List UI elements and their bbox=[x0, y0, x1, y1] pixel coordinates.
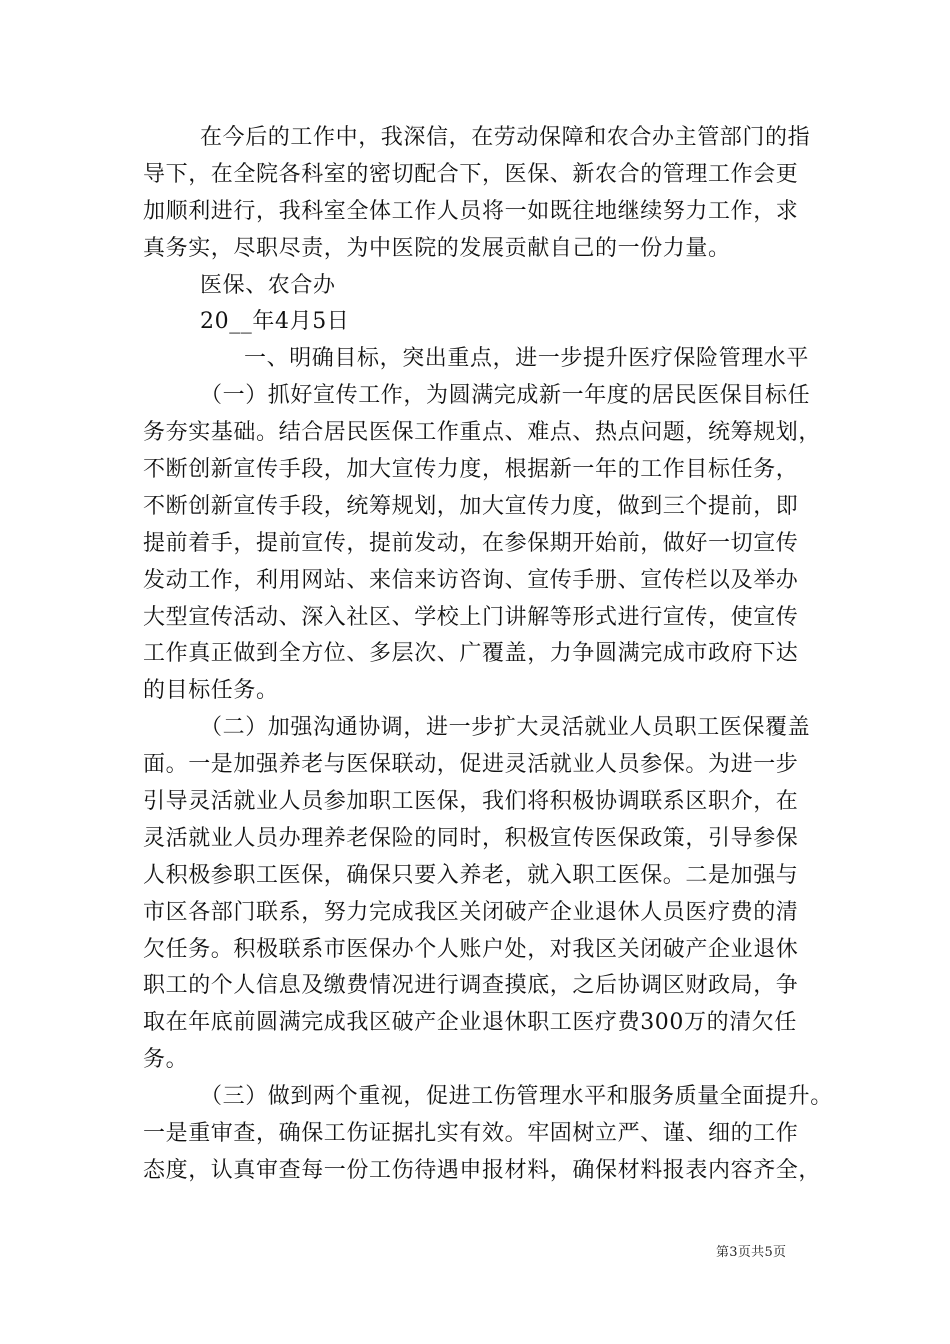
paragraph-line: 导下，在全院各科室的密切配合下，医保、新农合的管理工作会更 bbox=[143, 161, 799, 187]
page-number: 第3页共5页 bbox=[716, 1245, 787, 1260]
paragraph-line: （三）做到两个重视，促进工伤管理水平和服务质量全面提升。 bbox=[200, 1084, 833, 1110]
paragraph-line: 态度，认真审查每一份工伤待遇申报材料，确保材料报表内容齐全， bbox=[143, 1157, 822, 1183]
paragraph-line: 灵活就业人员办理养老保险的同时，积极宣传医保政策，引导参保 bbox=[143, 825, 799, 851]
paragraph-line: （二）加强沟通协调，进一步扩大灵活就业人员职工医保覆盖 bbox=[200, 715, 811, 741]
paragraph-line: 工作真正做到全方位、多层次、广覆盖，力争圆满完成市政府下达 bbox=[143, 641, 799, 667]
paragraph-line: 人积极参职工医保，确保只要入养老，就入职工医保。二是加强与 bbox=[143, 862, 799, 888]
paragraph-line: 市区各部门联系，努力完成我区关闭破产企业退休人员医疗费的清 bbox=[143, 899, 799, 925]
paragraph-line: 引导灵活就业人员参加职工医保，我们将积极协调联系区职介，在 bbox=[143, 789, 799, 815]
paragraph-line: 发动工作，利用网站、来信来访咨询、宣传手册、宣传栏以及举办 bbox=[143, 567, 799, 593]
section-heading: 一、明确目标，突出重点，进一步提升医疗保险管理水平 bbox=[244, 346, 810, 372]
paragraph-line: 一是重审查，确保工伤证据扎实有效。牢固树立严、谨、细的工作 bbox=[143, 1121, 799, 1147]
paragraph-line: 不断创新宣传手段，加大宣传力度，根据新一年的工作目标任务， bbox=[143, 457, 799, 483]
paragraph-line: 的目标任务。 bbox=[143, 678, 279, 704]
paragraph-line: 面。一是加强养老与医保联动，促进灵活就业人员参保。为进一步 bbox=[143, 752, 799, 778]
paragraph-line: （一）抓好宣传工作，为圆满完成新一年度的居民医保目标任 bbox=[200, 383, 811, 409]
paragraph-line: 真务实，尽职尽责，为中医院的发展贡献自己的一份力量。 bbox=[143, 235, 731, 261]
paragraph-line: 务夯实基础。结合居民医保工作重点、难点、热点问题，统筹规划， bbox=[143, 420, 822, 446]
paragraph-line: 大型宣传活动、深入社区、学校上门讲解等形式进行宣传，使宣传 bbox=[143, 604, 799, 630]
document-body bbox=[143, 120, 833, 1190]
paragraph-line: 提前着手，提前宣传，提前发动，在参保期开始前，做好一切宣传 bbox=[143, 530, 799, 556]
signature-department: 医保、农合办 bbox=[200, 272, 336, 298]
paragraph-line: 职工的个人信息及缴费情况进行调查摸底，之后协调区财政局，争 bbox=[143, 973, 799, 999]
paragraph-line: 在今后的工作中，我深信，在劳动保障和农合办主管部门的指 bbox=[200, 125, 811, 150]
paragraph-line: 加顺利进行，我科室全体工作人员将一如既往地继续努力工作，求 bbox=[143, 198, 799, 224]
paragraph-line: 不断创新宣传手段，统筹规划，加大宣传力度，做到三个提前，即 bbox=[143, 493, 799, 519]
paragraph-line: 务。 bbox=[143, 1047, 189, 1073]
paragraph-line: 取在年底前圆满完成我区破产企业退休职工医疗费300万的清欠任 bbox=[143, 1010, 797, 1036]
signature-date: 20__年4月5日 bbox=[200, 309, 350, 335]
paragraph-line: 欠任务。积极联系市医保办个人账户处，对我区关闭破产企业退休 bbox=[143, 936, 799, 962]
